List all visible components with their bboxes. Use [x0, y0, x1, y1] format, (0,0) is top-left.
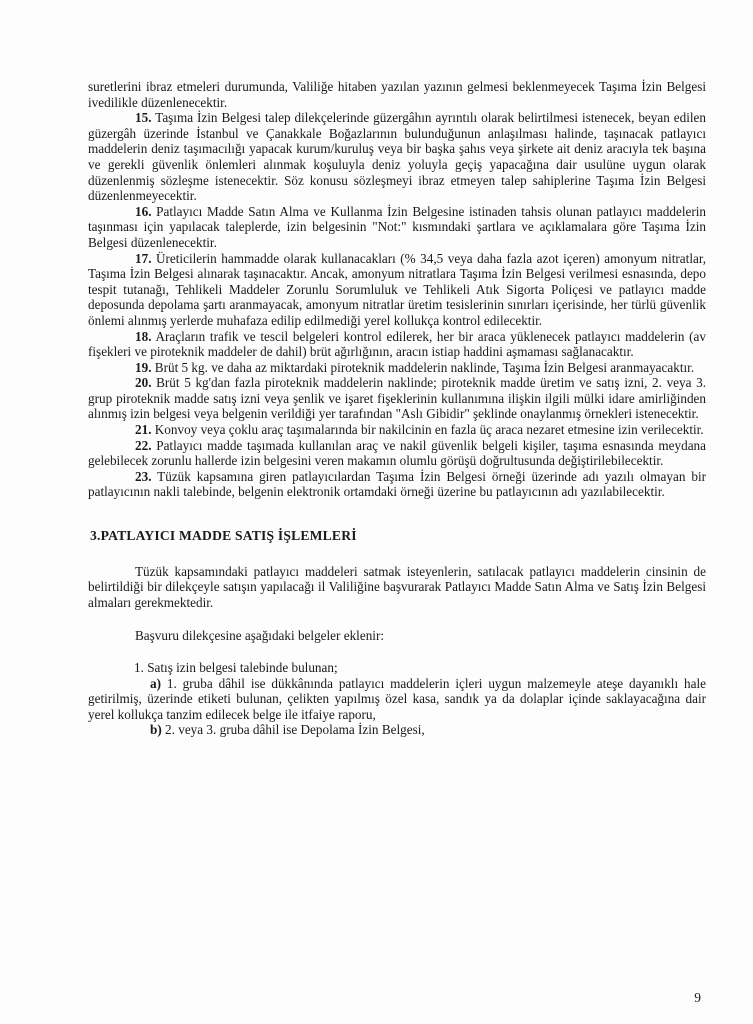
list-item-1: [134, 660, 706, 676]
paragraph-number: 23.: [135, 468, 152, 484]
attachments-lead: [88, 628, 706, 644]
paragraph-text: Üreticilerin hammadde olarak kullanacakları (% 34,5 veya daha fazla azot içeren) amonyum nitratlar, Taşıma İzin Belgesi alınarak taşınacaktır. Ancak, amonyum nitratlara Taşıma İzin Belgesi verilmesi esnasında, depo tespit tutanağı, Tehlikeli Maddeler Zorunlu Sorumluluk ve Tehlikeli Atık Sigorta Poliçesi ve patlayıcı madde deposunda depolama şartı aranmayacak, amonyum nitratlar üretim tesislerinin sınırları içerisinde, her türlü güvenlik önlemi alınmış yerlerde muhafaza edilip edilmediği yerel kollukça kontrol edilecektir.: [88, 250, 706, 328]
paragraph-23: [88, 469, 706, 500]
sub-item-label: b): [150, 722, 162, 738]
list-number: 1.: [134, 660, 144, 675]
page-number: 9: [694, 990, 701, 1005]
paragraph-15: [88, 110, 706, 204]
sub-item-label: a): [150, 675, 161, 691]
paragraph-number: 18.: [135, 328, 152, 344]
paragraph-number: 16.: [135, 203, 152, 219]
paragraph-number: 21.: [135, 422, 152, 438]
sub-item-b: [88, 722, 706, 738]
paragraph-21: [88, 422, 706, 438]
paragraph-19: [88, 360, 706, 376]
paragraph-text: Patlayıcı Madde Satın Alma ve Kullanma İzin Belgesine istinaden tahsis olunan patlayıcı maddelerin taşınması için yapılacak taleplerde, izin belgesinin "Not:" kısmındaki şartlara ve açıklamalara göre Taşıma İzin Belgesi düzenlenecektir.: [88, 203, 706, 250]
section-heading: 3.PATLAYICI MADDE SATIŞ İŞLEMLERİ: [90, 528, 357, 544]
sub-item-text: 1. gruba dâhil ise dükkânında patlayıcı maddelerin içleri uygun malzemeyle ateşe dayanıklı hale getirilmiş, üzerinde etiketi bulunan, çelikten yapılmış özel kasa, sandık ya da dolaplar içinde saklayacağına dair yerel kollukça tanzim edilecek belge ile itfaiye raporu,: [88, 675, 706, 722]
paragraph-text: Brüt 5 kg. ve daha az miktardaki piroteknik maddelerin naklinde, Taşıma İzin Belgesi aranmayacaktır.: [151, 359, 695, 375]
sub-item-a: [88, 676, 706, 723]
paragraph-number: 19.: [135, 359, 152, 375]
document-body: [88, 79, 706, 738]
section-intro-paragraph: [88, 564, 706, 611]
paragraph-18: [88, 329, 706, 360]
paragraph-number: 22.: [135, 437, 152, 453]
paragraph-22: [88, 438, 706, 469]
paragraph-text: Konvoy veya çoklu araç taşımalarında bir nakilcinin en fazla üç araca nezaret etmesine izin verilecektir.: [151, 422, 704, 438]
paragraph-20: [88, 375, 706, 422]
paragraph-text: Başvuru dilekçesine aşağıdaki belgeler eklenir:: [135, 628, 385, 644]
paragraph-17: [88, 251, 706, 329]
paragraph-text: Tüzük kapsamındaki patlayıcı maddeleri satmak isteyenlerin, satılacak patlayıcı maddelerin cinsinin de belirtildiği bir dilekçeyle satışın yapılacağı il Valiliğine başvurarak Patlayıcı Madde Satın Alma ve Satış İzin Belgesi almaları gerekmektedir.: [88, 563, 706, 610]
sub-item-text: 2. veya 3. gruba dâhil ise Depolama İzin Belgesi,: [161, 722, 425, 738]
paragraph-16: [88, 204, 706, 251]
paragraph-number: 15.: [135, 110, 152, 126]
paragraph-text: Taşıma İzin Belgesi talep dilekçelerinde güzergâhın ayrıntılı olarak belirtilmesi istenecek, beyan edilen güzergâh üzerinde İstanbul ve Çanakkale Boğazlarının bulunduğunun anlaşılması halinde, taşınacak patlayıcı maddelerin deniz taşımacılığı yapacak kurum/kuruluş veya bir başka şahıs veya şirkete ait deniz aracıyla tek başına ve gerekli güvenlik önlemleri alınmak koşuluyla deniz yoluyla geçiş yapacağına dair usulüne uygun olarak düzenlenmiş sözleşme istenecektir. Söz konusu sözleşmeyi ibraz etmeyen talep sahiplerine Taşıma İzin Belgesi düzenlenmeyecektir.: [88, 110, 706, 204]
paragraph-number: 20.: [135, 375, 152, 391]
paragraph-number: 17.: [135, 250, 152, 266]
paragraph-text: suretlerini ibraz etmeleri durumunda, Valiliğe hitaben yazılan yazının gelmesi beklenmeyecek Taşıma İzin Belgesi ivedilikle düzenlenecektir.: [88, 79, 706, 110]
paragraph-text: Patlayıcı madde taşımada kullanılan araç ve nakil güvenlik belgeli kişiler, taşıma esnasında meydana gelebilecek zorunlu hallerde izin belgesini veren makamın olumlu görüşü doğrultusunda değiştirilebilecektir.: [88, 437, 706, 469]
paragraph-text: Araçların trafik ve tescil belgeleri kontrol edilerek, her bir araca yüklenecek patlayıcı maddelerin (av fişekleri ve piroteknik maddeler de dahil) brüt ağırlığının, aracın istiap haddini aşmaması sağlanacaktır.: [88, 328, 706, 360]
paragraph-continued: [88, 79, 706, 110]
paragraph-text: Tüzük kapsamına giren patlayıcılardan Taşıma İzin Belgesi örneği üzerinde adı yazılı olmayan bir patlayıcının nakli talebinde, belgenin elektronik ortamdaki örneği üzerine bu patlayıcının adı yazılabilecektir.: [88, 468, 706, 500]
list-item-text: Satış izin belgesi talebinde bulunan;: [147, 660, 338, 675]
paragraph-text: Brüt 5 kg'dan fazla piroteknik maddelerin naklinde; piroteknik madde üretim ve satış izni, 2. veya 3. grup piroteknik madde satış izni veya şenlik ve işaret fişeklerinin kullanımına ilişkin ilgili mülki idare amirliğinden alınmış izin belgesi veya belgenin verildiği yer tarafından "Aslı Gibidir" şeklinde onaylanmış örnekleri istenecektir.: [88, 375, 706, 422]
